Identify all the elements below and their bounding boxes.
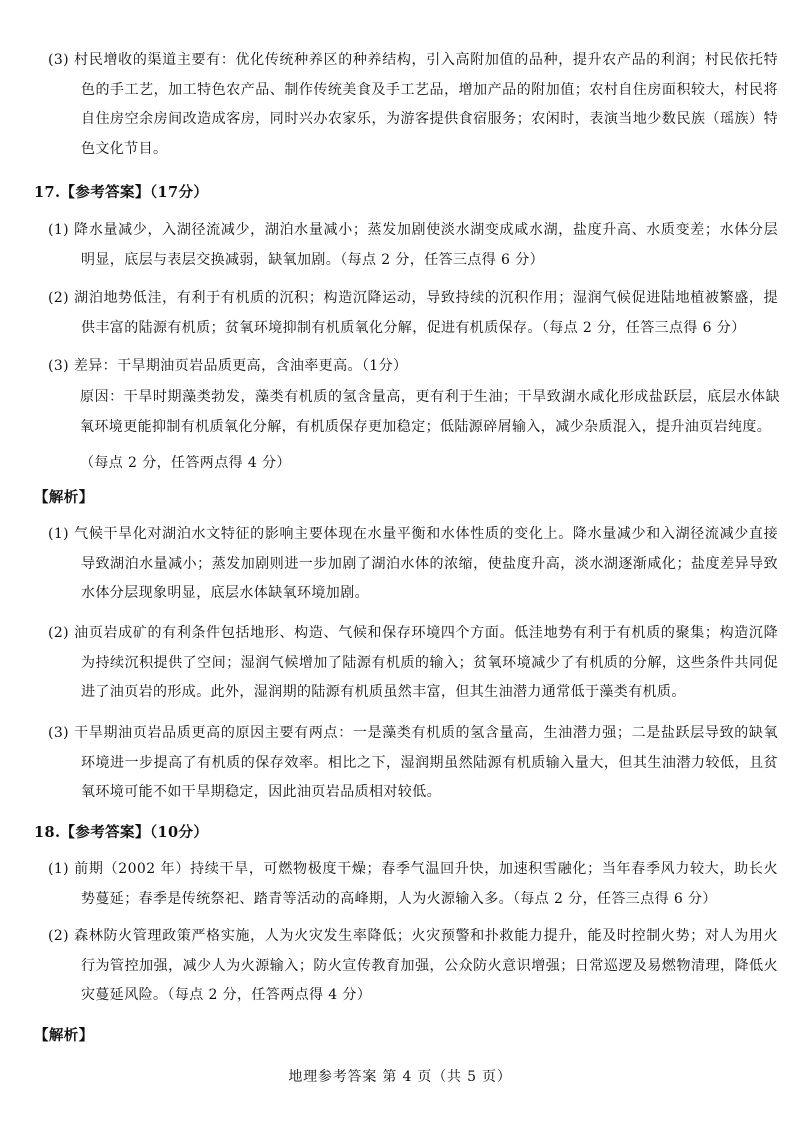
analysis-heading-18: 【解析】	[34, 1027, 94, 1044]
q18-answer-heading: 18.【参考答案】（10分）	[34, 824, 209, 841]
q17-analysis-part1: (1) 气候干旱化对湖泊水文特征的影响主要体现在水量平衡和水体性质的变化上。降水量减少和入湖径流减少直接导致湖泊水量减小；蒸发加剧则进一步加剧了湖泊水体的浓缩，使盐度升高，淡水湖逐渐咸化；盐度差异导致水体分层现象明显，底层水体缺氧环境加剧。	[48, 526, 778, 601]
analysis-heading-17: 【解析】	[34, 489, 94, 506]
q17-analysis-part2: (2) 油页岩成矿的有利条件包括地形、构造、气候和保存环境四个方面。低洼地势有利于有机质的聚集；构造沉降为持续沉积提供了空间；湿润气候增加了陆源有机质的输入；贫氧环境减少了有机质的分解，这些条件共同促进了油页岩的形成。此外，湿润期的陆源有机质虽然丰富，但其生油潜力通常低于藻类有机质。	[48, 625, 778, 700]
q17-part3-reason: 原因：干旱时期藻类勃发，藻类有机质的氢含量高，更有利于生油；干旱致湖水咸化形成盐跃层，底层水体缺氧环境更能抑制有机质氧化分解，有机质保存更加稳定；低陆源碎屑输入，减少杂质混入，提升油页岩纯度。	[80, 389, 780, 435]
q17-part1-paragraph: (1) 降水量减少，入湖径流减少，湖泊水量减小；蒸发加剧使淡水湖变成咸水湖，盐度升高、水质变差；水体分层明显，底层与表层交换减弱，缺氧加剧。（每点 2 分，任答三点得 6 分）	[48, 222, 778, 268]
q18-part2-paragraph: (2) 森林防火管理政策严格实施，人为火灾发生率降低；火灾预警和扑救能力提升，能及时控制火势；对人为用火行为管控加强，减少人为火源输入；防火宣传教育加强，公众防火意识增强；日常巡逻及易燃物清理，降低火灾蔓延风险。（每点 2 分，任答两点得 4 分）	[48, 928, 778, 1003]
q17-part2-paragraph: (2) 湖泊地势低洼，有利于有机质的沉积；构造沉降运动，导致持续的沉积作用；湿润气候促进陆地植被繁盛，提供丰富的陆源有机质；贫氧环境抑制有机质氧化分解，促进有机质保存。（每点 2 分，任答三点得 6 分）	[48, 290, 778, 336]
q18-part1-paragraph: (1) 前期（2002 年）持续干旱，可燃物极度干燥；春季气温回升快，加速积雪融化；当年春季风力较大，助长火势蔓延；春季是传统祭祀、踏青等活动的高峰期，人为火源输入多。（每点 2 分，任答三点得 6 分）	[48, 861, 778, 907]
q17-analysis-part3: (3) 干旱期油页岩品质更高的原因主要有两点：一是藻类有机质的氢含量高，生油潜力强；二是盐跃层导致的缺氧环境进一步提高了有机质的保存效率。相比之下，湿润期虽然陆源有机质输入量大，但其生油潜力较低，且贫氧环境可能不如干旱期稳定，因此油页岩品质相对较低。	[48, 725, 778, 800]
q17-part3-scoring: （每点 2 分，任答两点得 4 分）	[80, 455, 291, 471]
q17-part3-difference: (3) 差异：干旱期油页岩品质更高，含油率更高。（1分）	[48, 358, 408, 374]
q17-answer-heading: 17.【参考答案】（17分）	[34, 184, 209, 201]
q16-part3-paragraph: (3) 村民增收的渠道主要有：优化传统种养区的种养结构，引入高附加值的品种，提升农产品的利润；村民依托特色的手工艺，加工特色农产品、制作传统美食及手工艺品，增加产品的附加值；农村自住房面积较大，村民将自住房空余房间改造成客房，同时兴办农家乐，为游客提供食宿服务；农闲时，表演当地少数民族（瑶族）特色文化节目。	[48, 52, 778, 157]
page-footer: 地理参考答案 第 4 页（共 5 页）	[288, 1069, 512, 1085]
